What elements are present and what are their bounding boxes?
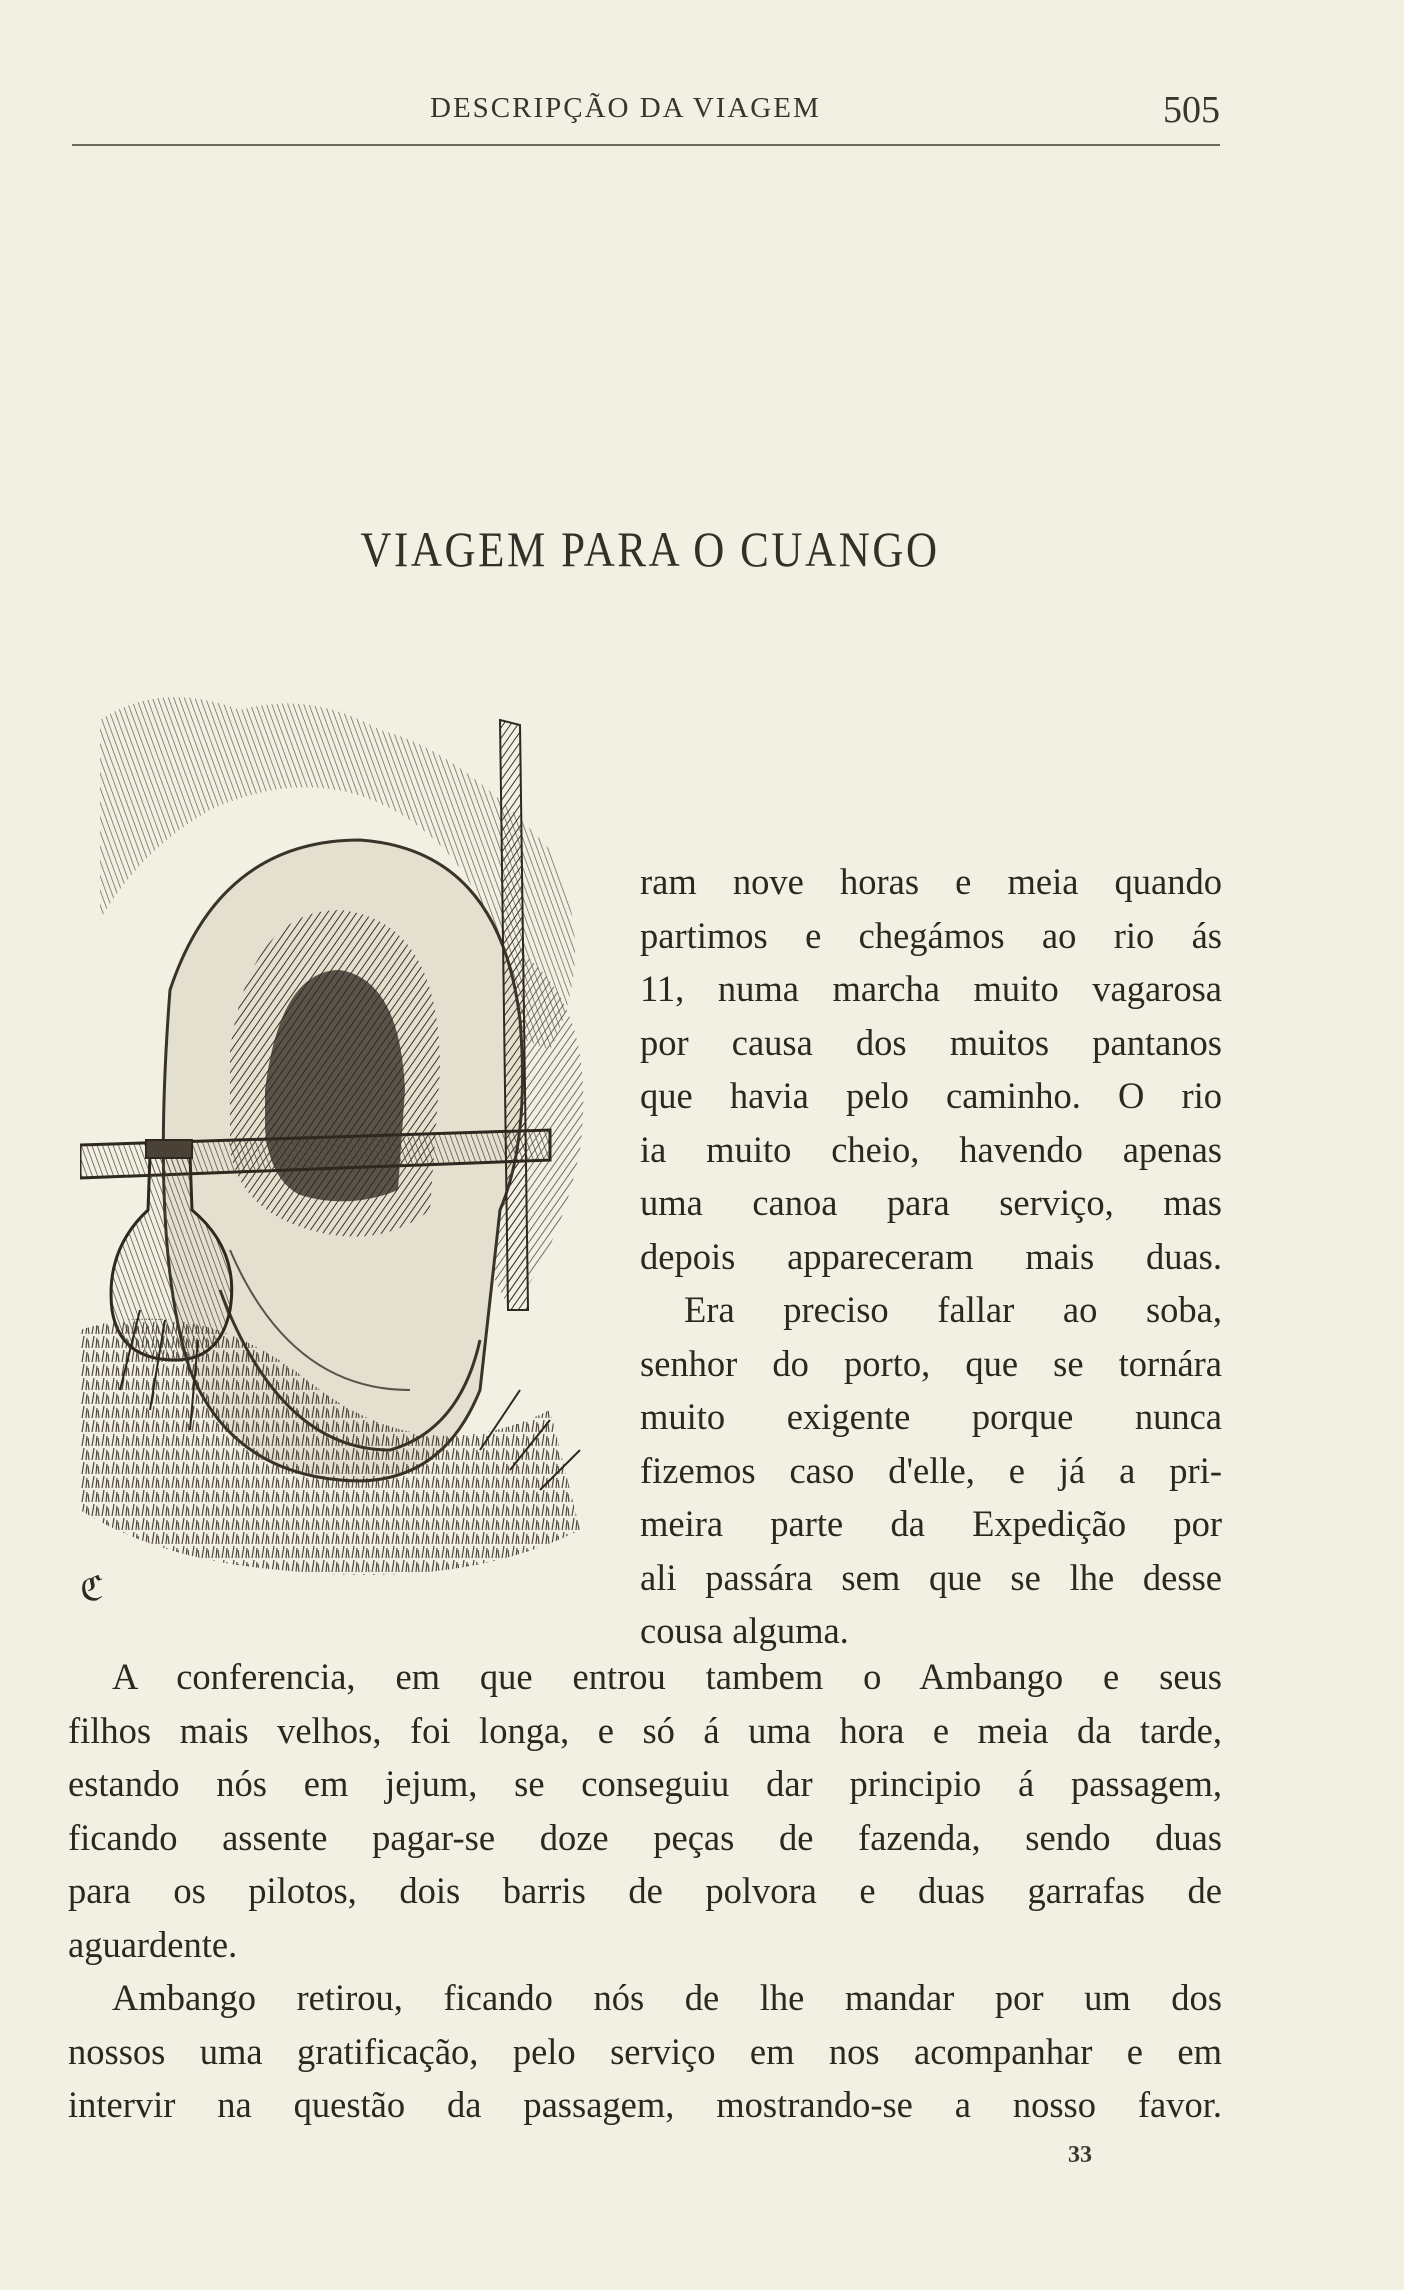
page-number: 505 <box>1163 89 1220 131</box>
engraving-illustration <box>80 690 620 1640</box>
text-line: nossos uma gratificação, pelo serviço em nos acompanhar e em <box>68 2030 1222 2072</box>
text-line: senhor do porto, que se tornára <box>640 1342 1222 1384</box>
text-line: cousa alguma. <box>640 1610 849 1651</box>
running-head: DESCRIPÇÃO DA VIAGEM <box>430 92 821 124</box>
text-line: muito exigente porque nunca <box>640 1396 1222 1437</box>
text-line: filhos mais velhos, foi longa, e só á uma hora e meia da tarde, <box>68 1709 1222 1751</box>
text-line: Ambango retirou, ficando nós de lhe mandar por um dos <box>112 1977 1222 2018</box>
text-line: ram nove horas e meia quando <box>640 861 1222 902</box>
illustration-svg <box>80 690 620 1640</box>
text-line: A conferencia, em que entrou tambem o Ambango e seus <box>112 1656 1222 1697</box>
text-line: aguardente. <box>68 1923 238 1965</box>
header-rule <box>72 144 1220 146</box>
text-line: ficando assente pagar-se doze peças de fazenda, sendo duas <box>68 1816 1222 1858</box>
text-line: meira parte da Expedição por <box>640 1503 1222 1544</box>
full-width-paragraphs <box>68 1650 1222 2132</box>
text-line: partimos e chegámos ao rio ás <box>640 914 1222 956</box>
signature-mark: 33 <box>1068 2142 1092 2168</box>
text-line: ia muito cheio, havendo apenas <box>640 1128 1222 1170</box>
text-line: Era preciso fallar ao soba, <box>684 1289 1222 1330</box>
text-line: para os pilotos, dois barris de polvora e duas garrafas de <box>68 1870 1222 1911</box>
page-header <box>70 88 1220 144</box>
text-line: fizemos caso d'elle, e já a pri- <box>640 1449 1222 1491</box>
text-line: estando nós em jejum, se conseguiu dar principio á passagem, <box>68 1763 1222 1804</box>
text-line: intervir na questão da passagem, mostrando-se a nosso favor. <box>68 2084 1222 2125</box>
text-line: por causa dos muitos pantanos <box>640 1021 1222 1063</box>
text-line: depois appareceram mais duas. <box>640 1235 1222 1277</box>
text-line: 11, numa marcha muito vagarosa <box>640 968 1222 1009</box>
wrapped-paragraph <box>640 855 1222 1658</box>
chapter-title: VIAGEM PARA O CUANGO <box>360 521 940 577</box>
text-line: que havia pelo caminho. O rio <box>640 1075 1222 1116</box>
monogram-icon: ℭ <box>80 1571 104 1608</box>
text-line: ali passára sem que se lhe desse <box>640 1556 1222 1598</box>
text-line: uma canoa para serviço, mas <box>640 1182 1222 1223</box>
